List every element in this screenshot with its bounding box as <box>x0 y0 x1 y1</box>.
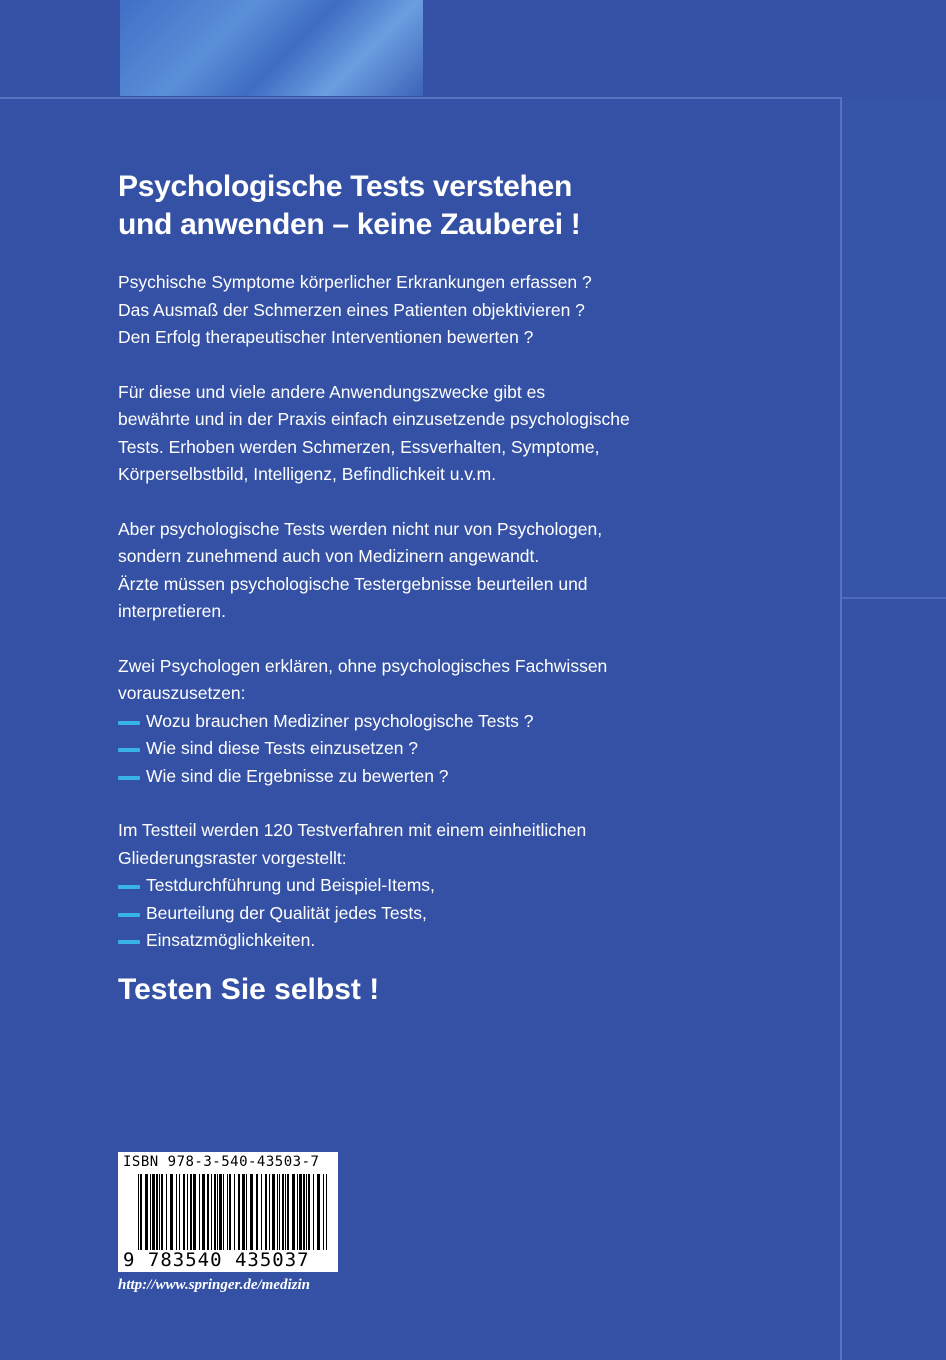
text-line: interpretieren. <box>118 601 226 621</box>
text-line: Zwei Psychologen erklären, ohne psychologisches Fachwissen <box>118 655 608 676</box>
barcode-bar <box>202 1174 205 1250</box>
bullet-item <box>118 763 678 791</box>
dash-icon <box>118 913 140 917</box>
dash-icon <box>118 721 140 725</box>
paragraph-questions <box>118 269 678 352</box>
paragraph-test-section <box>118 817 678 955</box>
barcode-bar <box>166 1174 167 1250</box>
barcode-bar <box>234 1174 235 1250</box>
headline <box>118 168 678 244</box>
bullet-item <box>118 927 678 955</box>
barcode-bar <box>156 1174 158 1250</box>
barcode-bar <box>159 1174 160 1250</box>
barcode-bar <box>246 1174 247 1250</box>
barcode-bar <box>214 1174 216 1250</box>
barcode-bar <box>138 1174 139 1250</box>
bullet-text: Wozu brauchen Mediziner psychologische Tests ? <box>146 710 534 731</box>
bullet-item <box>118 735 678 763</box>
publisher-url: http://www.springer.de/medizin <box>118 1277 310 1293</box>
text-line: sondern zunehmend auch von Medizinern angewandt. <box>118 546 540 566</box>
text-line: Das Ausmaß der Schmerzen eines Patienten objektivieren ? <box>118 299 585 320</box>
text-line: Tests. Erhoben werden Schmerzen, Essverhalten, Symptome, <box>118 436 600 457</box>
text-line: Den Erfolg therapeutischer Interventionen bewerten ? <box>118 327 534 347</box>
barcode-bar <box>238 1174 240 1250</box>
barcode-bar <box>269 1174 270 1250</box>
barcode-bars <box>138 1174 330 1250</box>
barcode-bar <box>223 1174 224 1250</box>
text-line: Aber psychologische Tests werden nicht nur von Psychologen, <box>118 518 603 539</box>
ean-number: 9 783540 435037 <box>123 1249 310 1271</box>
isbn-barcode <box>118 1152 338 1272</box>
barcode-bar <box>326 1174 327 1250</box>
barcode-bar <box>313 1174 314 1250</box>
dash-icon <box>118 940 140 944</box>
back-cover-text <box>118 168 678 1009</box>
barcode-bar <box>190 1174 192 1250</box>
barcode-bar <box>308 1174 310 1250</box>
barcode-bar <box>292 1174 295 1250</box>
barcode-bar <box>317 1174 320 1250</box>
side-panel-divider <box>842 597 946 599</box>
barcode-bar <box>179 1174 180 1250</box>
paragraph-physicians <box>118 516 678 626</box>
barcode-bar <box>299 1174 302 1250</box>
barcode-bar <box>306 1174 307 1250</box>
paragraph-applications <box>118 379 678 489</box>
closing-slogan: Testen Sie selbst ! <box>118 972 380 1006</box>
bullet-text: Wie sind diese Tests einzusetzen ? <box>146 738 419 758</box>
text-line: Für diese und viele andere Anwendungszwecke gibt es <box>118 381 546 402</box>
barcode-bar <box>242 1174 245 1250</box>
barcode-bar <box>261 1174 262 1250</box>
barcode-bar <box>250 1174 253 1250</box>
barcode-bar <box>161 1174 163 1250</box>
barcode-bar <box>256 1174 258 1250</box>
barcode-bar <box>176 1174 177 1250</box>
cover-photo-strip <box>120 0 423 96</box>
barcode-bar <box>227 1174 228 1250</box>
barcode-bar <box>229 1174 231 1250</box>
headline-line-1: Psychologische Tests verstehen <box>118 170 572 203</box>
barcode-bar <box>170 1174 173 1250</box>
barcode-bar <box>145 1174 148 1250</box>
isbn-number: ISBN 978-3-540-43503-7 <box>123 1154 320 1170</box>
barcode-bar <box>219 1174 222 1250</box>
bullet-item <box>118 900 678 928</box>
text-line: Körperselbstbild, Intelligenz, Befindlichkeit u.v.m. <box>118 464 497 484</box>
text-line: Gliederungsraster vorgestellt: <box>118 847 347 868</box>
barcode-bar <box>287 1174 289 1250</box>
barcode-bar <box>265 1174 267 1250</box>
barcode-bar <box>207 1174 209 1250</box>
headline-line-2: und anwenden – keine Zauberei ! <box>118 208 581 241</box>
dash-icon <box>118 748 140 752</box>
text-line: Psychische Symptome körperlicher Erkrankungen erfassen ? <box>118 272 592 292</box>
bullet-text: Beurteilung der Qualität jedes Tests, <box>146 902 427 923</box>
bullet-text: Einsatzmöglichkeiten. <box>146 930 316 950</box>
bullet-item <box>118 872 678 900</box>
barcode-bar <box>323 1174 324 1250</box>
text-line: bewährte und in der Praxis einfach einzusetzende psychologische <box>118 409 630 429</box>
dash-icon <box>118 885 140 889</box>
barcode-bar <box>297 1174 298 1250</box>
barcode-bar <box>217 1174 218 1250</box>
text-line: Im Testteil werden 120 Testverfahren mit einem einheitlichen <box>118 820 587 840</box>
bullet-item <box>118 708 678 736</box>
barcode-bar <box>285 1174 286 1250</box>
barcode-bar <box>199 1174 200 1250</box>
bullet-text: Wie sind die Ergebnisse zu bewerten ? <box>146 765 449 786</box>
barcode-bar <box>272 1174 275 1250</box>
barcode-bar <box>211 1174 212 1250</box>
dash-icon <box>118 776 140 780</box>
barcode-bar <box>277 1174 278 1250</box>
barcode-bar <box>279 1174 280 1250</box>
barcode-bar <box>303 1174 305 1250</box>
text-line: vorauszusetzen: <box>118 683 246 703</box>
paragraph-psychologists <box>118 653 678 791</box>
frame-line-top <box>0 97 843 99</box>
barcode-bar <box>140 1174 142 1250</box>
barcode-bar <box>183 1174 185 1250</box>
barcode-bar <box>193 1174 196 1250</box>
text-line: Ärzte müssen psychologische Testergebnisse beurteilen und <box>118 573 588 594</box>
barcode-bar <box>150 1174 151 1250</box>
bullet-text: Testdurchführung und Beispiel-Items, <box>146 875 435 895</box>
barcode-bar <box>152 1174 155 1250</box>
barcode-bar <box>187 1174 188 1250</box>
barcode-bar <box>282 1174 284 1250</box>
side-panel <box>842 97 946 597</box>
